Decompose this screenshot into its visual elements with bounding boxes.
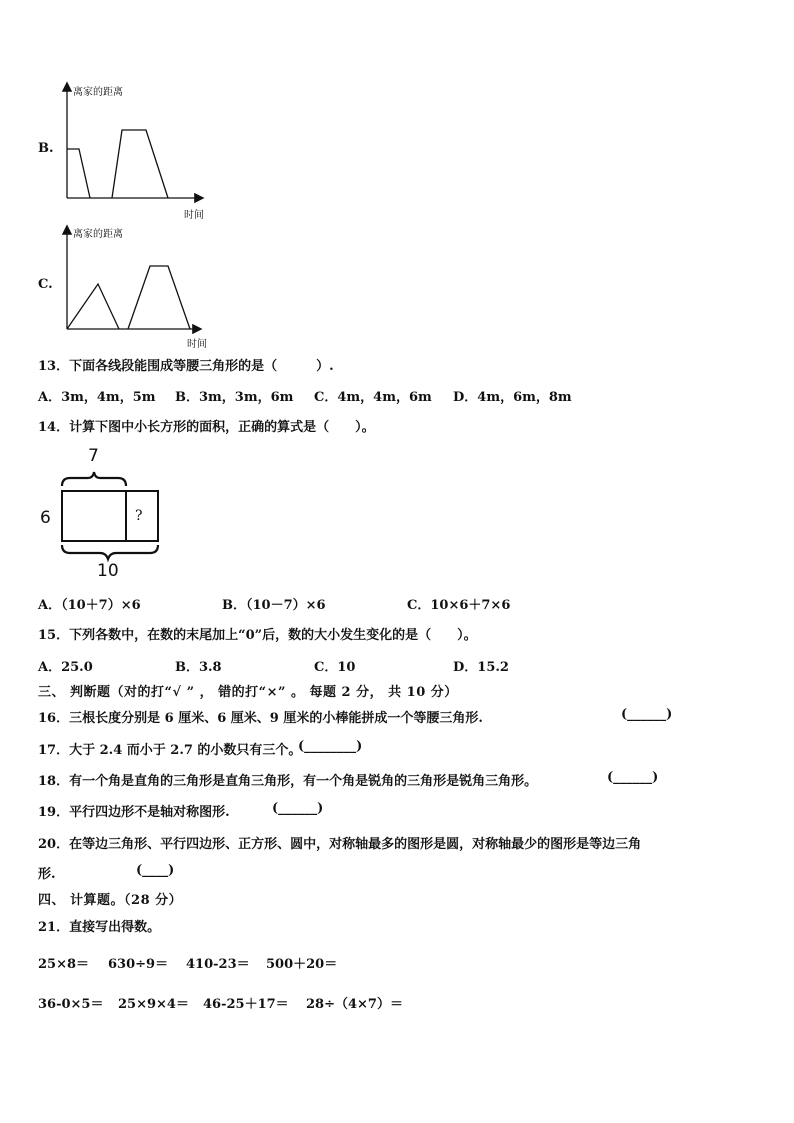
graph-b-xlabel: 时间 [184,210,204,221]
q16-text: 16．三根长度分别是 6 厘米、6 厘米、9 厘米的小棒能拼成一个等腰三角形. [38,711,483,726]
q20-text-cont: 形. [38,867,56,882]
q13-option-d: D．4m，6m，8m [453,390,572,405]
q14-text: 14．计算下图中小长方形的面积，正确的算式是（ ）。 [38,420,375,435]
section-3-heading: 三、 判断题（对的打“√ ” ， 错的打“×” 。 每题 2 分， 共 10 分） [38,685,458,700]
calc-4: 500＋20＝ [266,957,338,972]
q14-left-label: 6 [40,508,51,528]
q21-text: 21．直接写出得数。 [38,920,161,935]
graph-c-xlabel: 时间 [187,339,207,350]
calc-8: 28÷（4×7）＝ [306,997,403,1012]
q20-text: 20．在等边三角形、平行四边形、正方形、圆中，对称轴最多的图形是圆，对称轴最少的图形是等边三角 [38,837,642,852]
option-c-label: C. [38,277,53,292]
section-4-heading: 四、 计算题。（28 分） [38,893,183,908]
q15-text: 15．下列各数中，在数的末尾加上“0”后，数的大小发生变化的是（ ）。 [38,628,477,643]
q15-option-a: A．25.0 [38,660,93,675]
q13-option-c: C．4m，4m，6m [314,390,432,405]
q17-text: 17．大于 2.4 而小于 2.7 的小数只有三个。 [38,743,302,758]
calc-3: 410-23＝ [186,957,250,972]
q13-text: 13．下面各线段能围成等腰三角形的是（ ）. [38,359,334,374]
q20-blank[interactable]: (____) [136,863,175,878]
q14-bottom-brace [62,545,158,559]
q14-option-c: C．10×6＋7×6 [407,598,511,613]
q14-big-rect [62,491,158,541]
calc-7: 46-25＋17＝ [203,997,289,1012]
q14-top-brace [62,472,126,486]
q14-bottom-label: 10 [97,561,119,581]
calc-5: 36-0×5＝ [38,997,104,1012]
q16-blank[interactable]: (______) [621,707,673,722]
q15-option-b: B．3.8 [175,660,222,675]
q15-option-c: C．10 [314,660,356,675]
calc-1: 25×8＝ [38,957,90,972]
q14-top-label: 7 [88,446,99,466]
q18-text: 18．有一个角是直角的三角形是直角三角形，有一个角是锐角的三角形是锐角三角形。 [38,774,538,789]
q19-text: 19．平行四边形不是轴对称图形. [38,805,230,820]
q15-option-d: D．15.2 [453,660,509,675]
graph-b-ylabel: 离家的距离 [73,87,123,98]
q14-option-a: A．（10＋7）×6 [38,598,141,613]
q13-option-a: A．3m，4m，5m [38,390,156,405]
q14-option-b: B．（10－7）×6 [222,598,326,613]
calc-6: 25×9×4＝ [118,997,189,1012]
q19-blank[interactable]: (______) [272,801,324,816]
q18-blank[interactable]: (______) [607,770,659,785]
q13-option-b: B．3m，3m，6m [175,390,294,405]
q17-blank[interactable]: (________) [298,739,363,754]
graph-c-ylabel: 离家的距离 [73,229,123,240]
calc-2: 630÷9＝ [108,957,169,972]
q14-unknown-mark: ? [135,508,143,524]
option-b-label: B. [38,141,54,156]
